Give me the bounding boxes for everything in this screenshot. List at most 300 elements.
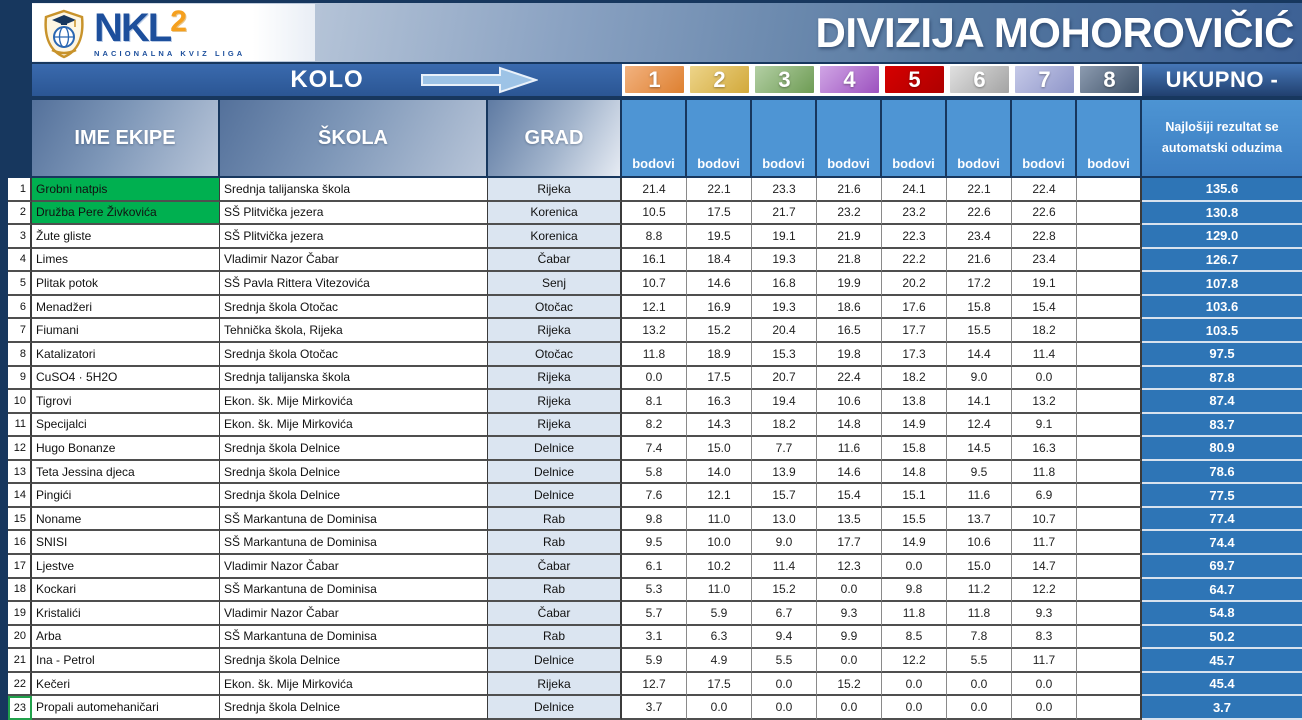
score-cell-8[interactable] [1077,225,1142,249]
score-cell-8[interactable] [1077,579,1142,603]
score-cell-4[interactable]: 15.4 [817,484,882,508]
school-cell[interactable]: Srednja talijanska škola [220,367,488,391]
score-cell-5[interactable]: 22.2 [882,249,947,273]
row-number[interactable]: 12 [8,437,32,461]
score-cell-8[interactable] [1077,673,1142,697]
score-cell-1[interactable]: 21.4 [622,178,687,202]
score-cell-5[interactable]: 17.3 [882,343,947,367]
score-cell-5[interactable]: 24.1 [882,178,947,202]
score-cell-8[interactable] [1077,296,1142,320]
score-cell-5[interactable]: 22.3 [882,225,947,249]
row-number[interactable]: 2 [8,202,32,226]
score-cell-2[interactable]: 11.0 [687,508,752,532]
score-cell-3[interactable]: 20.4 [752,319,817,343]
score-cell-2[interactable]: 16.9 [687,296,752,320]
points-header-1[interactable]: bodovi [622,100,687,176]
city-cell[interactable]: Rijeka [488,673,622,697]
score-cell-8[interactable] [1077,696,1142,720]
row-number[interactable]: 11 [8,414,32,438]
round-4-cell[interactable] [817,64,882,96]
row-number[interactable]: 7 [8,319,32,343]
score-cell-3[interactable]: 19.1 [752,225,817,249]
team-name-cell[interactable]: Ljestve [32,555,220,579]
score-cell-7[interactable]: 19.1 [1012,272,1077,296]
score-cell-7[interactable]: 0.0 [1012,696,1077,720]
score-cell-5[interactable]: 8.5 [882,626,947,650]
city-cell[interactable]: Korenica [488,225,622,249]
score-cell-5[interactable]: 14.9 [882,414,947,438]
score-cell-1[interactable]: 10.7 [622,272,687,296]
score-cell-8[interactable] [1077,272,1142,296]
score-cell-2[interactable]: 5.9 [687,602,752,626]
score-cell-7[interactable]: 22.6 [1012,202,1077,226]
city-cell[interactable]: Rijeka [488,367,622,391]
score-cell-6[interactable]: 14.4 [947,343,1012,367]
score-cell-2[interactable]: 16.3 [687,390,752,414]
school-cell[interactable]: Srednja talijanska škola [220,178,488,202]
score-cell-7[interactable]: 13.2 [1012,390,1077,414]
score-cell-4[interactable]: 14.6 [817,461,882,485]
school-cell[interactable]: Vladimir Nazor Čabar [220,602,488,626]
score-cell-8[interactable] [1077,202,1142,226]
city-cell[interactable]: Senj [488,272,622,296]
score-cell-1[interactable]: 11.8 [622,343,687,367]
score-cell-1[interactable]: 8.2 [622,414,687,438]
score-cell-7[interactable]: 14.7 [1012,555,1077,579]
points-header-3[interactable]: bodovi [752,100,817,176]
city-cell[interactable]: Rijeka [488,390,622,414]
score-cell-8[interactable] [1077,626,1142,650]
score-cell-5[interactable]: 15.8 [882,437,947,461]
header-team[interactable]: IME EKIPE [32,100,220,176]
ukupno-header[interactable]: UKUPNO - [1142,64,1302,96]
score-cell-5[interactable]: 17.6 [882,296,947,320]
score-cell-4[interactable]: 0.0 [817,696,882,720]
score-cell-2[interactable]: 22.1 [687,178,752,202]
school-cell[interactable]: Srednja škola Delnice [220,461,488,485]
score-cell-3[interactable]: 19.3 [752,249,817,273]
team-name-cell[interactable]: Teta Jessina djeca [32,461,220,485]
score-cell-7[interactable]: 6.9 [1012,484,1077,508]
score-cell-6[interactable]: 14.1 [947,390,1012,414]
score-cell-7[interactable]: 0.0 [1012,673,1077,697]
team-name-cell[interactable]: Kristalići [32,602,220,626]
score-cell-5[interactable]: 23.2 [882,202,947,226]
score-cell-6[interactable]: 9.5 [947,461,1012,485]
header-city[interactable]: GRAD [488,100,622,176]
score-cell-4[interactable]: 13.5 [817,508,882,532]
team-name-cell[interactable]: Menadžeri [32,296,220,320]
school-cell[interactable]: SŠ Markantuna de Dominisa [220,626,488,650]
score-cell-4[interactable]: 21.9 [817,225,882,249]
score-cell-6[interactable]: 15.8 [947,296,1012,320]
score-cell-1[interactable]: 12.7 [622,673,687,697]
score-cell-7[interactable]: 23.4 [1012,249,1077,273]
row-number[interactable]: 9 [8,367,32,391]
score-cell-5[interactable]: 9.8 [882,579,947,603]
school-cell[interactable]: SŠ Pavla Rittera Vitezovića [220,272,488,296]
score-cell-3[interactable]: 19.3 [752,296,817,320]
row-number[interactable]: 8 [8,343,32,367]
score-cell-8[interactable] [1077,178,1142,202]
score-cell-6[interactable]: 14.5 [947,437,1012,461]
row-number[interactable]: 19 [8,602,32,626]
score-cell-8[interactable] [1077,602,1142,626]
score-cell-3[interactable]: 7.7 [752,437,817,461]
score-cell-8[interactable] [1077,555,1142,579]
score-cell-3[interactable]: 23.3 [752,178,817,202]
score-cell-5[interactable]: 14.8 [882,461,947,485]
score-cell-3[interactable]: 0.0 [752,696,817,720]
score-cell-4[interactable]: 15.2 [817,673,882,697]
team-name-cell[interactable]: Specijalci [32,414,220,438]
score-cell-4[interactable]: 21.8 [817,249,882,273]
score-cell-8[interactable] [1077,649,1142,673]
score-cell-2[interactable]: 15.0 [687,437,752,461]
score-cell-2[interactable]: 19.5 [687,225,752,249]
team-name-cell[interactable]: Katalizatori [32,343,220,367]
team-name-cell[interactable]: Tigrovi [32,390,220,414]
score-cell-7[interactable]: 10.7 [1012,508,1077,532]
score-cell-6[interactable]: 22.1 [947,178,1012,202]
team-name-cell[interactable]: Pingići [32,484,220,508]
score-cell-8[interactable] [1077,508,1142,532]
row-number[interactable]: 23 [8,696,32,720]
score-cell-6[interactable]: 9.0 [947,367,1012,391]
score-cell-7[interactable]: 11.8 [1012,461,1077,485]
score-cell-6[interactable]: 17.2 [947,272,1012,296]
score-cell-3[interactable]: 15.2 [752,579,817,603]
team-name-cell[interactable]: Arba [32,626,220,650]
header-note[interactable]: Najlošiji rezultat se automatski oduzima [1142,100,1302,176]
score-cell-1[interactable]: 8.1 [622,390,687,414]
score-cell-2[interactable]: 6.3 [687,626,752,650]
score-cell-1[interactable]: 16.1 [622,249,687,273]
points-header-2[interactable]: bodovi [687,100,752,176]
school-cell[interactable]: Vladimir Nazor Čabar [220,249,488,273]
score-cell-6[interactable]: 13.7 [947,508,1012,532]
score-cell-4[interactable]: 19.9 [817,272,882,296]
score-cell-1[interactable]: 5.8 [622,461,687,485]
score-cell-1[interactable]: 0.0 [622,367,687,391]
score-cell-5[interactable]: 0.0 [882,696,947,720]
score-cell-5[interactable]: 11.8 [882,602,947,626]
school-cell[interactable]: SŠ Plitvička jezera [220,225,488,249]
score-cell-1[interactable]: 6.1 [622,555,687,579]
row-number[interactable]: 1 [8,178,32,202]
score-cell-4[interactable]: 18.6 [817,296,882,320]
school-cell[interactable]: Vladimir Nazor Čabar [220,555,488,579]
row-number[interactable]: 16 [8,531,32,555]
score-cell-1[interactable]: 5.9 [622,649,687,673]
round-1-cell[interactable] [622,64,687,96]
score-cell-5[interactable]: 15.5 [882,508,947,532]
score-cell-3[interactable]: 13.0 [752,508,817,532]
score-cell-6[interactable]: 11.8 [947,602,1012,626]
school-cell[interactable]: Srednja škola Delnice [220,437,488,461]
score-cell-5[interactable]: 20.2 [882,272,947,296]
score-cell-8[interactable] [1077,531,1142,555]
team-name-cell[interactable]: Hugo Bonanze [32,437,220,461]
team-name-cell[interactable]: Ina - Petrol [32,649,220,673]
row-number[interactable]: 20 [8,626,32,650]
school-cell[interactable]: Ekon. šk. Mije Mirkovića [220,414,488,438]
row-number[interactable]: 17 [8,555,32,579]
score-cell-4[interactable]: 23.2 [817,202,882,226]
school-cell[interactable]: SŠ Markantuna de Dominisa [220,579,488,603]
points-header-8[interactable]: bodovi [1077,100,1142,176]
score-cell-7[interactable]: 22.4 [1012,178,1077,202]
score-cell-6[interactable]: 12.4 [947,414,1012,438]
score-cell-7[interactable]: 16.3 [1012,437,1077,461]
score-cell-4[interactable]: 16.5 [817,319,882,343]
score-cell-2[interactable]: 14.0 [687,461,752,485]
score-cell-8[interactable] [1077,249,1142,273]
header-school[interactable]: ŠKOLA [220,100,488,176]
team-name-cell[interactable]: Noname [32,508,220,532]
score-cell-3[interactable]: 15.7 [752,484,817,508]
city-cell[interactable]: Rab [488,508,622,532]
score-cell-2[interactable]: 18.4 [687,249,752,273]
round-2-cell[interactable] [687,64,752,96]
score-cell-6[interactable]: 10.6 [947,531,1012,555]
team-name-cell[interactable]: SNISI [32,531,220,555]
score-cell-2[interactable]: 0.0 [687,696,752,720]
score-cell-4[interactable]: 0.0 [817,649,882,673]
score-cell-8[interactable] [1077,367,1142,391]
team-name-cell[interactable]: Grobni natpis [32,178,220,202]
round-5-cell[interactable] [882,64,947,96]
score-cell-1[interactable]: 7.4 [622,437,687,461]
score-cell-3[interactable]: 15.3 [752,343,817,367]
row-number[interactable]: 10 [8,390,32,414]
school-cell[interactable]: Srednja škola Otočac [220,343,488,367]
score-cell-5[interactable]: 14.9 [882,531,947,555]
score-cell-4[interactable]: 14.8 [817,414,882,438]
city-cell[interactable]: Čabar [488,249,622,273]
score-cell-3[interactable]: 20.7 [752,367,817,391]
row-number[interactable]: 15 [8,508,32,532]
round-7-cell[interactable] [1012,64,1077,96]
score-cell-3[interactable]: 11.4 [752,555,817,579]
score-cell-6[interactable]: 21.6 [947,249,1012,273]
score-cell-7[interactable]: 22.8 [1012,225,1077,249]
school-cell[interactable]: Srednja škola Otočac [220,296,488,320]
city-cell[interactable]: Rab [488,579,622,603]
score-cell-7[interactable]: 11.7 [1012,649,1077,673]
school-cell[interactable]: Srednja škola Delnice [220,696,488,720]
score-cell-3[interactable]: 16.8 [752,272,817,296]
row-number[interactable]: 21 [8,649,32,673]
logo-wordmark: NKL$^2$ [94,5,187,51]
city-cell[interactable]: Rijeka [488,414,622,438]
row-number[interactable]: 6 [8,296,32,320]
city-cell[interactable]: Delnice [488,461,622,485]
score-cell-1[interactable]: 7.6 [622,484,687,508]
city-cell[interactable]: Rijeka [488,178,622,202]
score-cell-4[interactable]: 9.9 [817,626,882,650]
score-cell-3[interactable]: 6.7 [752,602,817,626]
team-name-cell[interactable]: Kockari [32,579,220,603]
score-cell-6[interactable]: 15.0 [947,555,1012,579]
score-cell-3[interactable]: 19.4 [752,390,817,414]
city-cell[interactable]: Otočac [488,343,622,367]
score-cell-8[interactable] [1077,414,1142,438]
score-cell-5[interactable]: 15.1 [882,484,947,508]
round-6-cell[interactable] [947,64,1012,96]
score-cell-7[interactable]: 15.4 [1012,296,1077,320]
score-cell-8[interactable] [1077,390,1142,414]
score-cell-1[interactable]: 3.1 [622,626,687,650]
points-header-5[interactable]: bodovi [882,100,947,176]
score-cell-5[interactable]: 17.7 [882,319,947,343]
score-cell-1[interactable]: 9.8 [622,508,687,532]
points-header-6[interactable]: bodovi [947,100,1012,176]
score-cell-2[interactable]: 12.1 [687,484,752,508]
row-number[interactable]: 18 [8,579,32,603]
score-cell-7[interactable]: 11.4 [1012,343,1077,367]
score-cell-4[interactable]: 19.8 [817,343,882,367]
nkl-logo [32,4,315,61]
team-name-cell[interactable]: Kečeri [32,673,220,697]
score-cell-6[interactable]: 5.5 [947,649,1012,673]
team-name-cell[interactable]: CuSO4 · 5H2O [32,367,220,391]
score-cell-4[interactable]: 11.6 [817,437,882,461]
score-cell-2[interactable]: 11.0 [687,579,752,603]
score-cell-6[interactable]: 23.4 [947,225,1012,249]
city-cell[interactable]: Rab [488,626,622,650]
score-cell-6[interactable]: 11.2 [947,579,1012,603]
city-cell[interactable]: Čabar [488,555,622,579]
score-cell-1[interactable]: 13.2 [622,319,687,343]
school-cell[interactable]: Ekon. šk. Mije Mirkovića [220,673,488,697]
score-cell-2[interactable]: 15.2 [687,319,752,343]
school-cell[interactable]: Ekon. šk. Mije Mirkovića [220,390,488,414]
score-cell-4[interactable]: 21.6 [817,178,882,202]
score-cell-7[interactable]: 18.2 [1012,319,1077,343]
score-cell-1[interactable]: 5.7 [622,602,687,626]
score-cell-2[interactable]: 18.9 [687,343,752,367]
round-8-cell[interactable] [1077,64,1142,96]
score-cell-3[interactable]: 9.0 [752,531,817,555]
score-cell-6[interactable]: 7.8 [947,626,1012,650]
city-cell[interactable]: Rijeka [488,319,622,343]
score-cell-7[interactable]: 12.2 [1012,579,1077,603]
row-number[interactable]: 13 [8,461,32,485]
city-cell[interactable]: Korenica [488,202,622,226]
city-cell[interactable]: Delnice [488,696,622,720]
team-name-cell[interactable]: Družba Pere Živkovića [32,202,220,226]
score-cell-4[interactable]: 17.7 [817,531,882,555]
score-cell-3[interactable]: 13.9 [752,461,817,485]
score-cell-4[interactable]: 10.6 [817,390,882,414]
score-cell-7[interactable]: 8.3 [1012,626,1077,650]
points-header-7[interactable]: bodovi [1012,100,1077,176]
score-cell-6[interactable]: 15.5 [947,319,1012,343]
score-cell-8[interactable] [1077,461,1142,485]
score-cell-2[interactable]: 10.2 [687,555,752,579]
score-cell-7[interactable]: 9.3 [1012,602,1077,626]
score-cell-5[interactable]: 13.8 [882,390,947,414]
score-cell-2[interactable]: 14.6 [687,272,752,296]
score-cell-5[interactable]: 0.0 [882,555,947,579]
city-cell[interactable]: Delnice [488,649,622,673]
city-cell[interactable]: Delnice [488,484,622,508]
points-header-4[interactable]: bodovi [817,100,882,176]
score-cell-8[interactable] [1077,437,1142,461]
score-cell-3[interactable]: 18.2 [752,414,817,438]
score-cell-4[interactable]: 0.0 [817,579,882,603]
score-cell-6[interactable]: 0.0 [947,673,1012,697]
score-cell-3[interactable]: 9.4 [752,626,817,650]
team-name-cell[interactable]: Plitak potok [32,272,220,296]
score-cell-1[interactable]: 12.1 [622,296,687,320]
score-cell-2[interactable]: 4.9 [687,649,752,673]
row-number[interactable]: 5 [8,272,32,296]
school-cell[interactable]: SŠ Markantuna de Dominisa [220,508,488,532]
row-number[interactable]: 14 [8,484,32,508]
score-cell-6[interactable]: 22.6 [947,202,1012,226]
score-cell-4[interactable]: 9.3 [817,602,882,626]
score-cell-8[interactable] [1077,484,1142,508]
team-name-cell[interactable]: Limes [32,249,220,273]
score-cell-3[interactable]: 21.7 [752,202,817,226]
city-cell[interactable]: Rab [488,531,622,555]
score-cell-5[interactable]: 0.0 [882,673,947,697]
score-cell-4[interactable]: 12.3 [817,555,882,579]
score-cell-3[interactable]: 0.0 [752,673,817,697]
score-cell-5[interactable]: 18.2 [882,367,947,391]
score-cell-7[interactable]: 9.1 [1012,414,1077,438]
score-cell-6[interactable]: 11.6 [947,484,1012,508]
row-number[interactable]: 3 [8,225,32,249]
team-name-cell[interactable]: Fiumani [32,319,220,343]
score-cell-1[interactable]: 3.7 [622,696,687,720]
row-number[interactable]: 4 [8,249,32,273]
school-cell[interactable]: Srednja škola Delnice [220,484,488,508]
score-cell-1[interactable]: 10.5 [622,202,687,226]
score-cell-8[interactable] [1077,343,1142,367]
score-cell-7[interactable]: 11.7 [1012,531,1077,555]
team-name-cell[interactable]: Propali automehaničari [32,696,220,720]
city-cell[interactable]: Delnice [488,437,622,461]
table-row [8,531,1302,555]
score-cell-1[interactable]: 9.5 [622,531,687,555]
score-cell-8[interactable] [1077,319,1142,343]
row-number[interactable]: 22 [8,673,32,697]
score-cell-5[interactable]: 12.2 [882,649,947,673]
school-cell[interactable]: Tehnička škola, Rijeka [220,319,488,343]
score-cell-1[interactable]: 8.8 [622,225,687,249]
score-cell-2[interactable]: 17.5 [687,673,752,697]
school-cell[interactable]: SŠ Markantuna de Dominisa [220,531,488,555]
school-cell[interactable]: SŠ Plitvička jezera [220,202,488,226]
city-cell[interactable]: Otočac [488,296,622,320]
score-cell-1[interactable]: 5.3 [622,579,687,603]
score-cell-6[interactable]: 0.0 [947,696,1012,720]
school-cell[interactable]: Srednja škola Delnice [220,649,488,673]
score-cell-2[interactable]: 14.3 [687,414,752,438]
team-name-cell[interactable]: Žute gliste [32,225,220,249]
score-cell-7[interactable]: 0.0 [1012,367,1077,391]
score-cell-2[interactable]: 17.5 [687,202,752,226]
score-cell-2[interactable]: 17.5 [687,367,752,391]
score-cell-3[interactable]: 5.5 [752,649,817,673]
score-cell-2[interactable]: 10.0 [687,531,752,555]
score-cell-4[interactable]: 22.4 [817,367,882,391]
city-cell[interactable]: Čabar [488,602,622,626]
round-3-cell[interactable] [752,64,817,96]
